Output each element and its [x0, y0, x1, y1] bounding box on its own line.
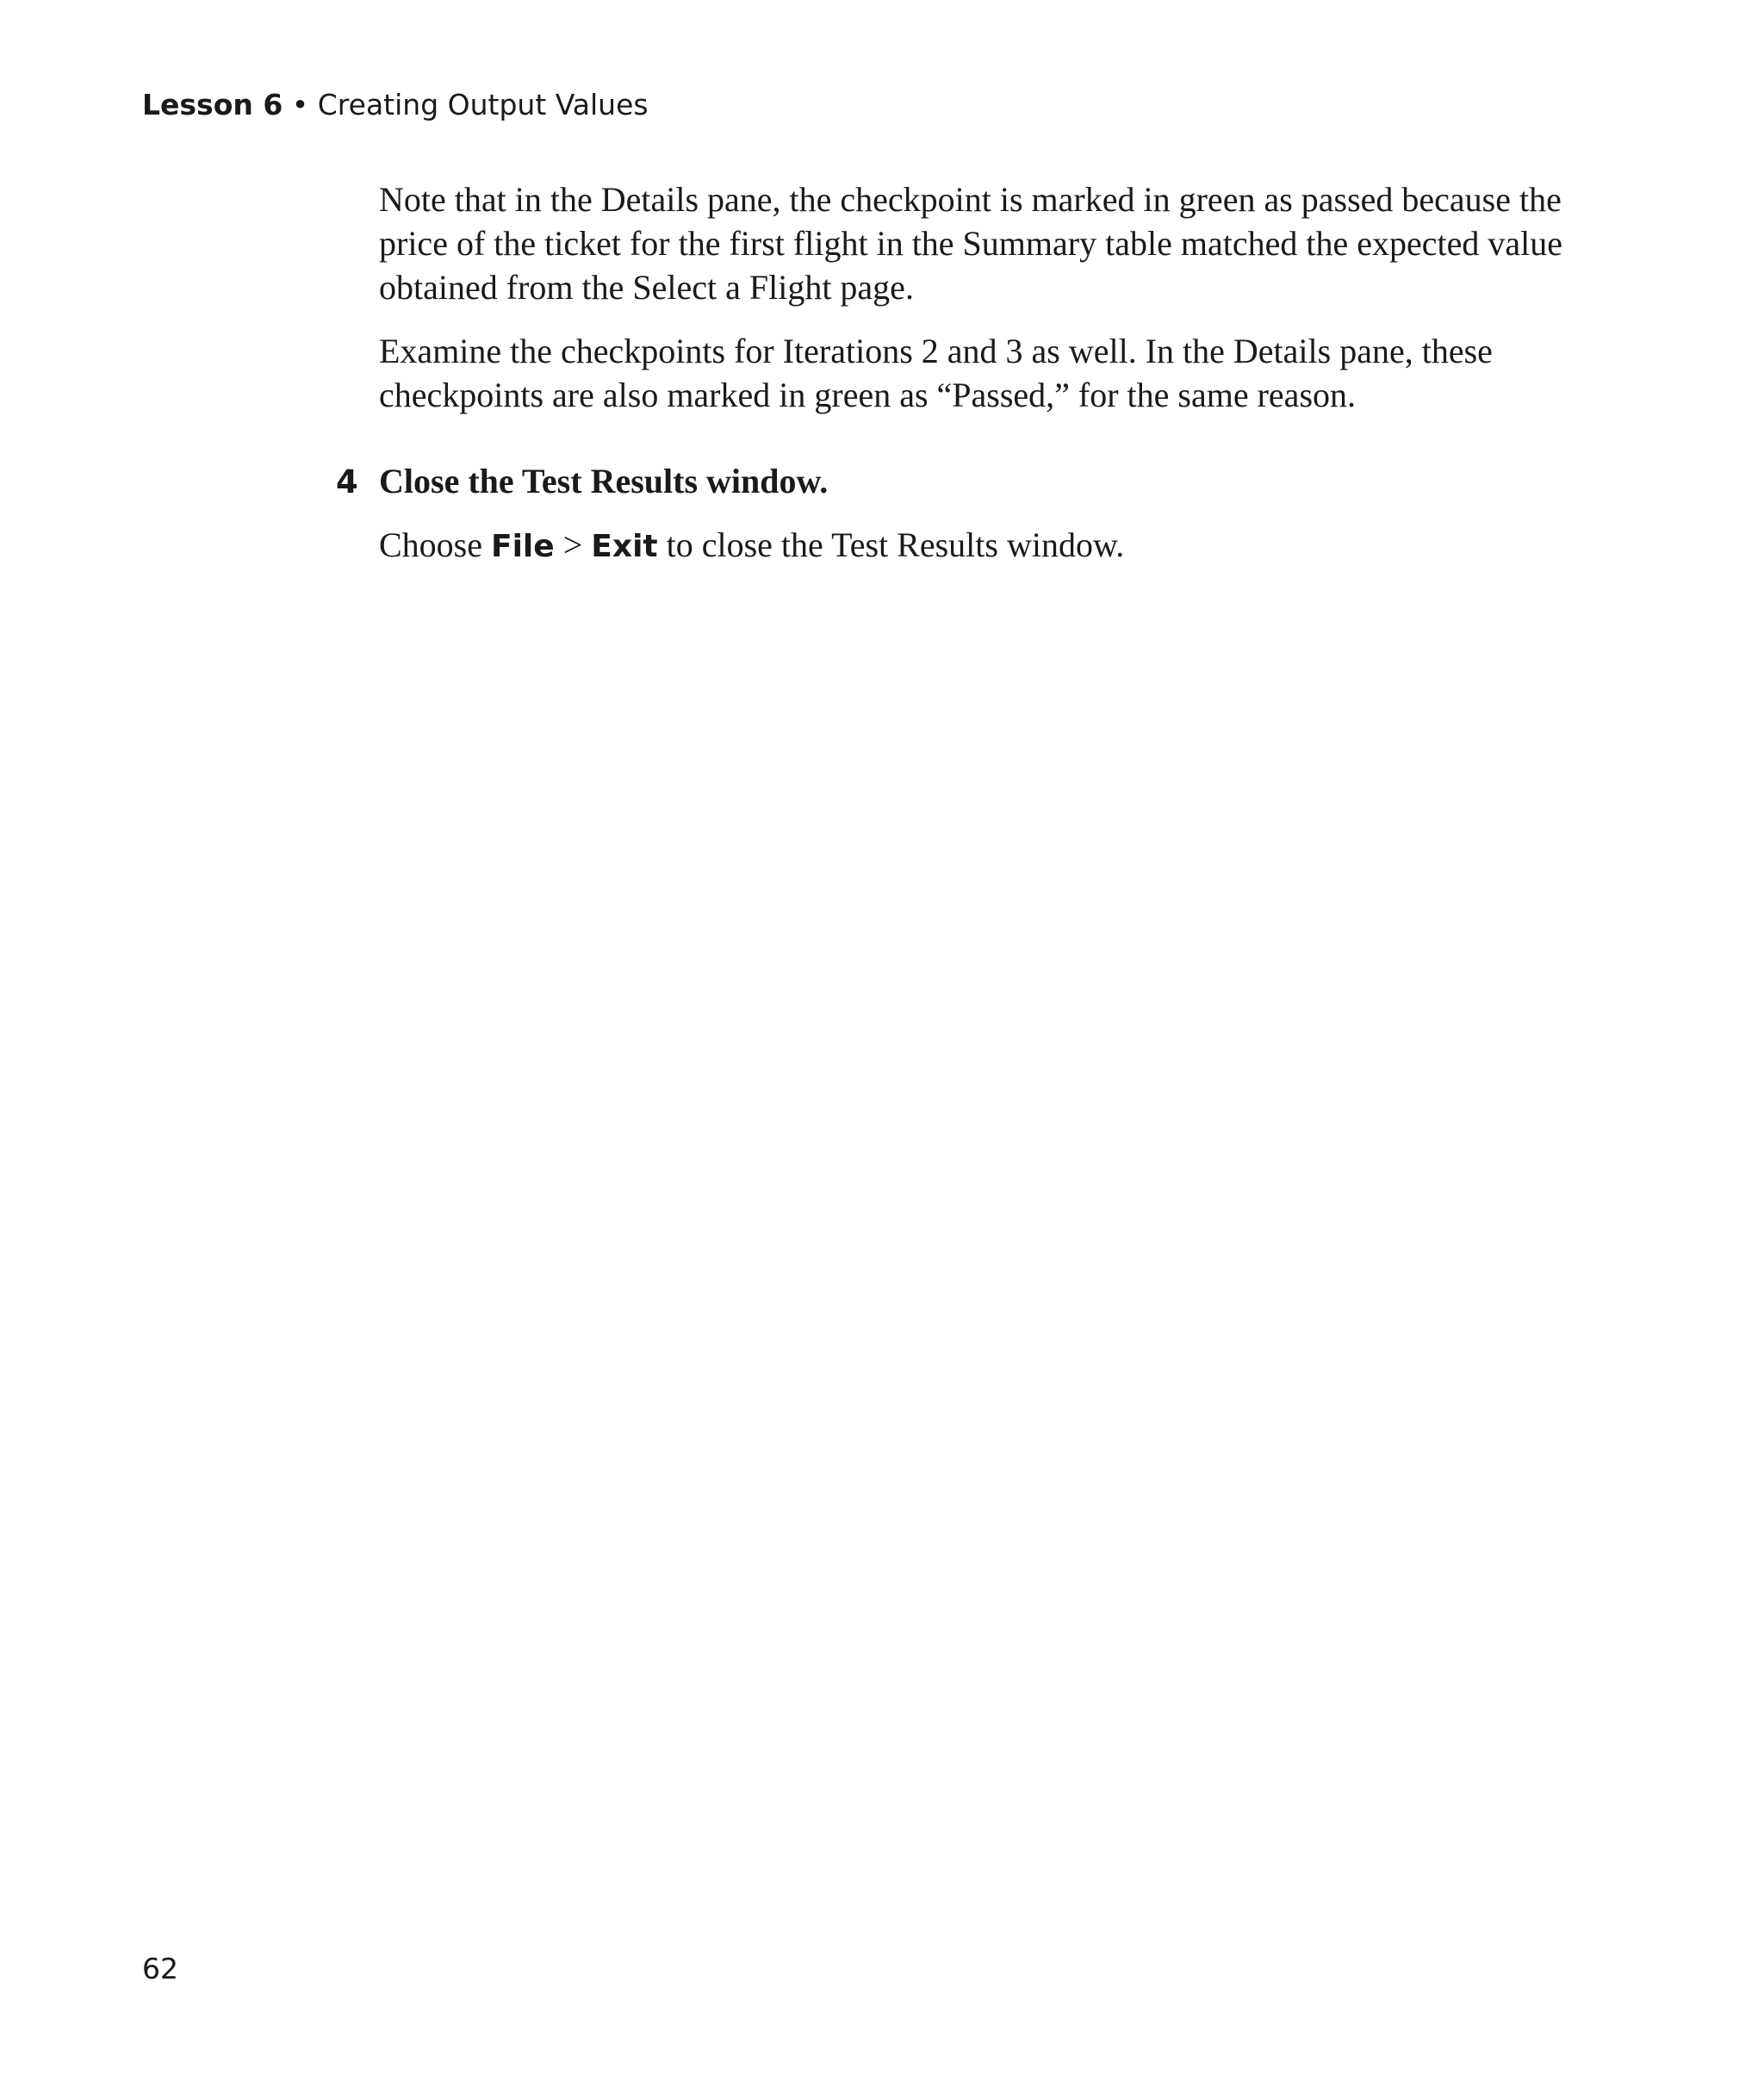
step-title: Close the Test Results window.	[379, 462, 829, 500]
step-heading	[336, 459, 1585, 504]
menu-arrow: >	[554, 525, 592, 564]
menu-command-exit: Exit	[591, 529, 658, 564]
menu-file: File	[491, 529, 555, 564]
step-number: 4	[336, 463, 358, 500]
page-number: 62	[142, 1952, 178, 1985]
running-head	[142, 84, 649, 126]
paragraph-instruction	[379, 523, 1585, 568]
paragraph-iterations: Examine the checkpoints for Iterations 2 and 3 as well. In the Details pane, these checkpoints are also marked in green as “Passed,” for the same reason.	[379, 332, 1493, 414]
instruction-prefix: Choose	[379, 525, 491, 564]
running-head-separator: •	[283, 88, 318, 121]
chapter-title: Creating Output Values	[317, 88, 649, 121]
lesson-label: Lesson 6	[142, 88, 283, 121]
paragraph-details-pane: Note that in the Details pane, the checkpoint is marked in green as passed because the price of the ticket for the first flight in the Summary table matched the expected value obtained from the Select a Flight page.	[379, 180, 1562, 307]
instruction-suffix: to close the Test Results window.	[657, 525, 1125, 564]
